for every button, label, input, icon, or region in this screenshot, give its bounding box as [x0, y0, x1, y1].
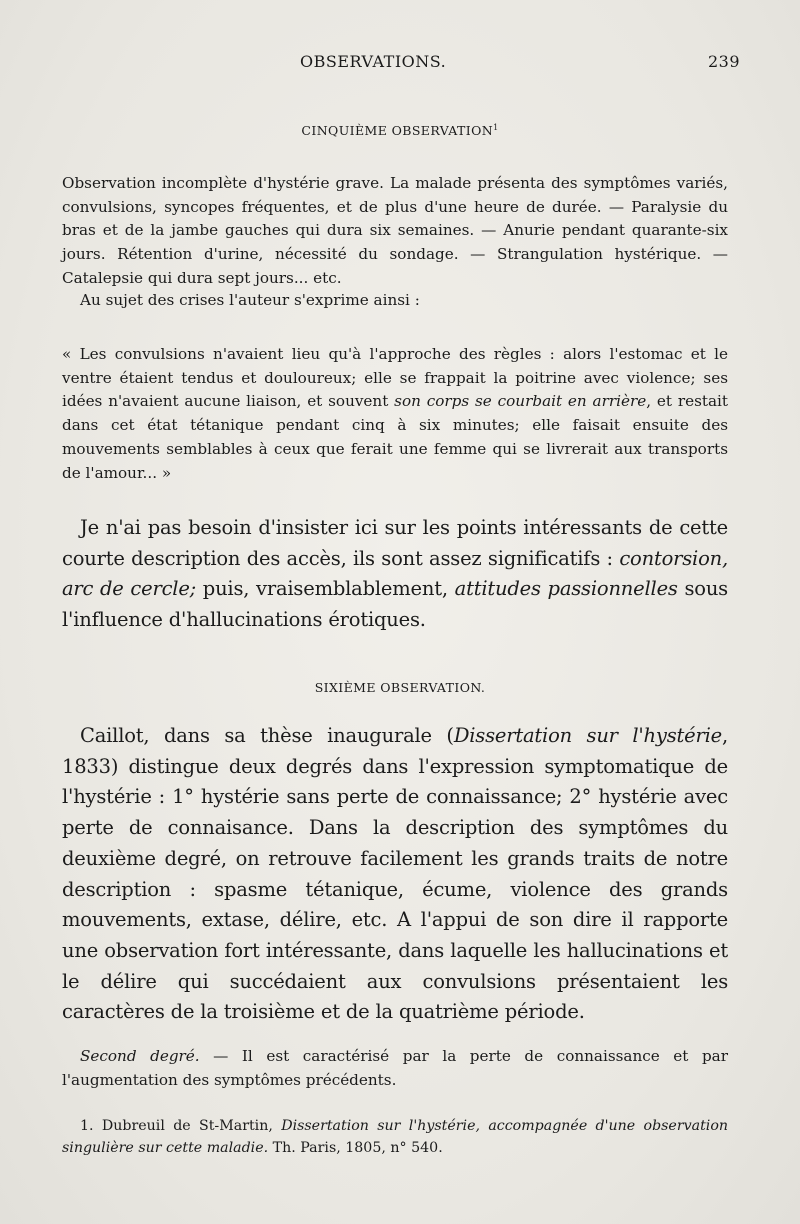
- footnote-number: 1.: [80, 1118, 94, 1134]
- obs6-italic: Dissertation sur l'hystérie: [453, 724, 722, 747]
- second-degree-paragraph: [62, 1045, 728, 1092]
- obs5-summary: [62, 172, 728, 291]
- obs5-heading: [0, 123, 800, 138]
- footnote-title: Dissertation sur l'hystérie, accompagnée d'une observation singulière sur cette maladie.: [62, 1118, 728, 1156]
- obs6-part1: Caillot, dans sa thèse inaugurale (: [80, 724, 454, 747]
- second-degree-text: — Il est caractérisé par la perte de connaissance et par l'augmentation des symptômes précédents.: [62, 1047, 728, 1089]
- commentary-italic2: attitudes passionnelles: [454, 577, 678, 601]
- commentary-part1: Je n'ai pas besoin d'insister ici sur les points intéressants de cette courte description des accès, ils sont assez significatifs :: [62, 516, 728, 570]
- obs5-summary-text: Observation incomplète d'hystérie grave. La malade présenta des symptômes variés, convulsions, syncopes fréquentes, et de plus d'une heure de durée. — Paralysie du bras et de la jambe gauches qui dura six semaines. — Anurie pendant quarante-six jours. Rétention d'urine, nécessité du sondage. — Strangulation hystérique. — Catalepsie qui dura sept jours... etc.: [62, 174, 728, 287]
- commentary-part3: sous l'influence d'hallucinations érotiques.: [62, 577, 728, 632]
- obs5-heading-text: CINQUIÈME OBSERVATION: [301, 123, 494, 139]
- footnote-author: Dubreuil de St-Martin,: [93, 1118, 282, 1134]
- commentary-paragraph: [62, 513, 728, 636]
- obs6-part2: , 1833) distingue deux degrés dans l'expression symptomatique de l'hystérie : 1° hystérie sans perte de connaissance; 2° hystérie avec perte de connaisance. Dans la description des symptômes du deuxième degré, on retrouve facilement les grands traits de notre description : spasme tétanique, écume, violence des grands mouvements, extase, délire, etc. A l'appui de son dire il rapporte une observation fort intéressante, dans laquelle les hallucinations et le délire qui succédaient aux convulsions présentaient les caractères de la troisième et de la quatrième période.: [62, 724, 728, 1024]
- quote-part2: , et restait dans cet état tétanique pendant cinq à six minutes; elle faisait ensuite des mouvements semblables à ceux que ferait une femme qui se livrerait aux transports de l'amour... »: [62, 392, 728, 482]
- commentary-part2: puis, vraisemblablement,: [196, 577, 455, 601]
- obs5-intro-text: Au sujet des crises l'auteur s'exprime ainsi :: [80, 291, 420, 309]
- running-head: OBSERVATIONS.: [300, 52, 447, 71]
- obs6-heading-text: SIXIÈME OBSERVATION.: [314, 680, 486, 695]
- footnote: [62, 1115, 728, 1159]
- page-header: [300, 52, 740, 78]
- second-degree-label: Second degré.: [80, 1047, 200, 1065]
- footnote-details: Th. Paris, 1805, n° 540.: [268, 1140, 443, 1156]
- obs5-intro: [80, 289, 728, 313]
- quote-part1: « Les convulsions n'avaient lieu qu'à l'approche des règles : alors l'estomac et le ventre étaient tendus et douloureux; elle se frappait la poitrine avec violence; ses idées n'avaient aucune liaison, et souvent: [62, 345, 728, 411]
- obs6-heading: [0, 680, 800, 695]
- obs5-quote: [62, 343, 728, 485]
- obs6-paragraph: [62, 721, 728, 1028]
- page-number: 239: [707, 52, 740, 71]
- quote-italic: son corps se courbait en arrière: [394, 392, 647, 411]
- commentary-italic1: contorsion, arc de cercle;: [62, 546, 728, 601]
- footnote-mark: 1: [493, 123, 499, 132]
